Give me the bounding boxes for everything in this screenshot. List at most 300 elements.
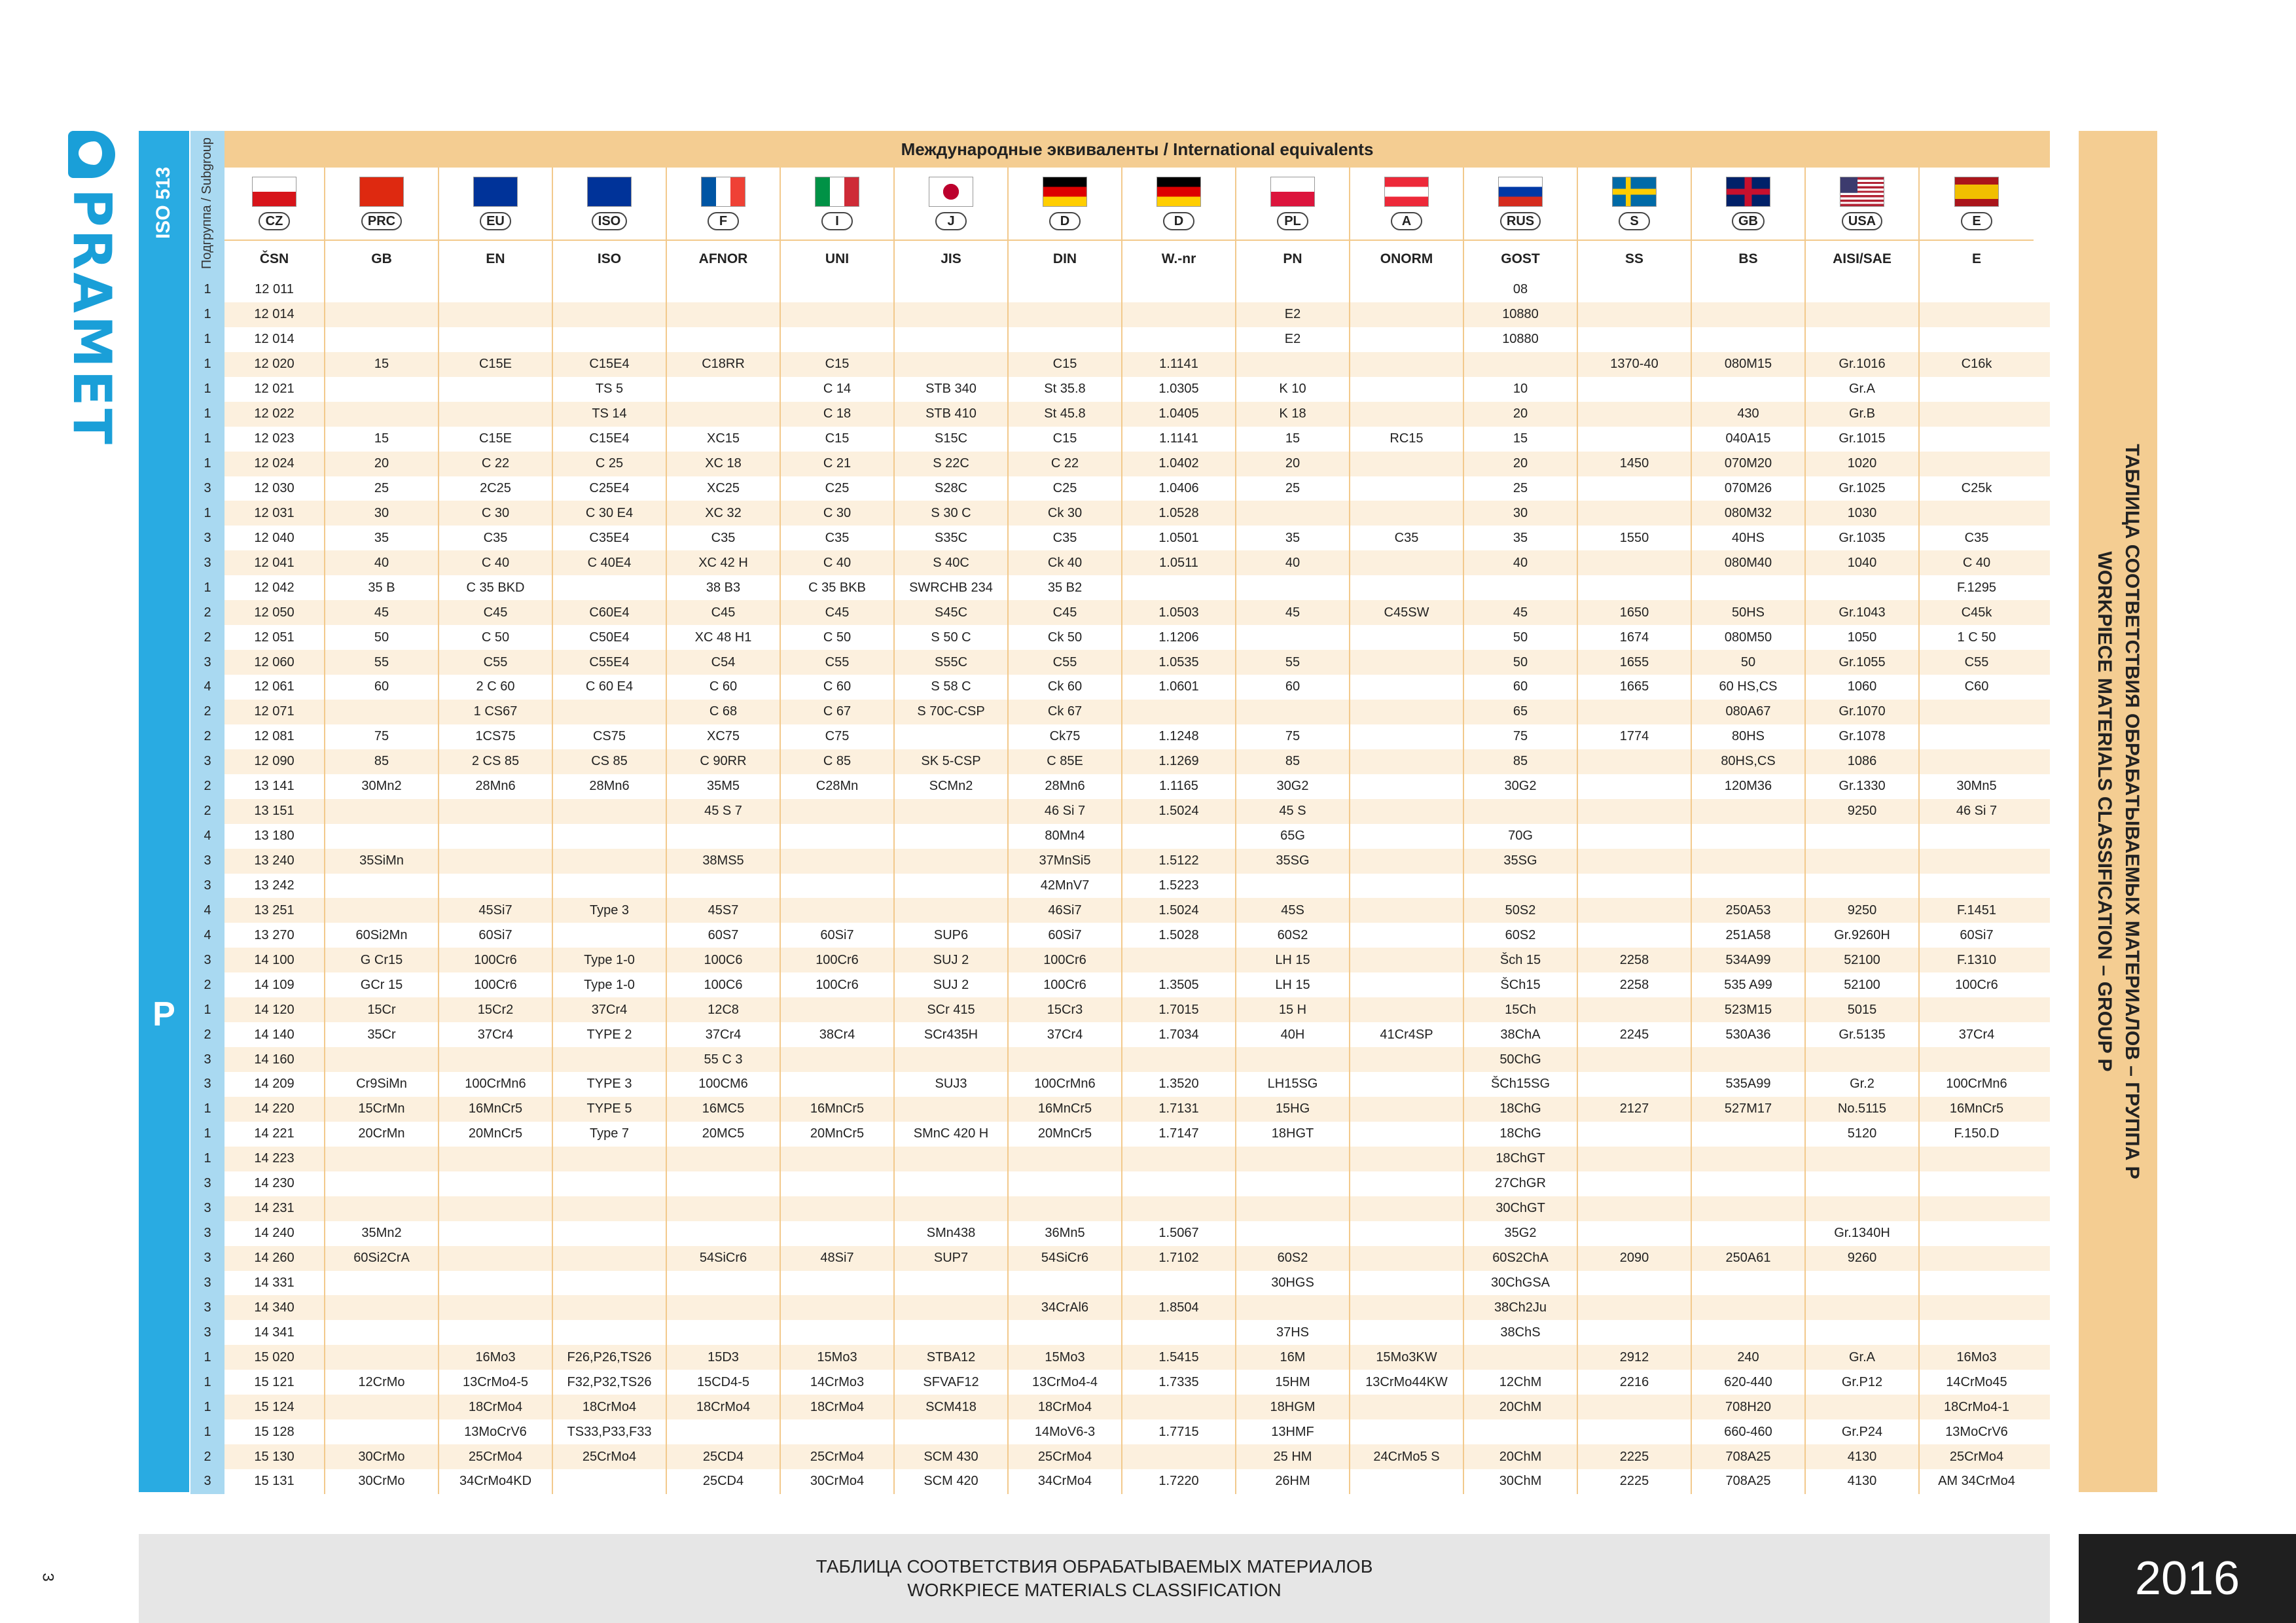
header-columns <box>224 168 2050 279</box>
table-cell: 12 024 <box>224 452 325 476</box>
fr-flag-icon <box>701 177 745 207</box>
table-cell <box>667 377 781 402</box>
table-cell: 1.0601 <box>1122 675 1236 700</box>
country-code: GB <box>1732 212 1765 230</box>
table-cell <box>439 1147 553 1171</box>
table-cell: 14 221 <box>224 1122 325 1147</box>
subgroup-cell: 3 <box>190 1221 224 1246</box>
table-cell: C15 <box>781 352 895 377</box>
table-cell: 080M32 <box>1692 501 1806 526</box>
table-cell: 12ChM <box>1464 1370 1578 1395</box>
table-cell: 1.5122 <box>1122 849 1236 874</box>
table-cell: 1040 <box>1806 550 1920 575</box>
column-header: ČSN <box>224 241 324 279</box>
table-cell: 37Cr4 <box>1009 1022 1122 1047</box>
table-cell <box>781 1419 895 1444</box>
table-cell: S 58 C <box>895 675 1009 700</box>
table-cell <box>1692 1295 1806 1320</box>
table-cell <box>553 1295 667 1320</box>
table-cell: 1.1165 <box>1122 774 1236 799</box>
table-row <box>190 749 2050 774</box>
country-code: E <box>1961 212 1992 230</box>
table-cell: 5015 <box>1806 997 1920 1022</box>
table-cell <box>1578 1196 1692 1221</box>
table-cell <box>1350 650 1464 675</box>
table-cell: E2 <box>1236 327 1350 352</box>
table-cell: 14 240 <box>224 1221 325 1246</box>
table-cell: 1.7102 <box>1122 1246 1236 1271</box>
table-row <box>190 1444 2050 1469</box>
table-cell <box>553 1147 667 1171</box>
table-cell <box>895 277 1009 302</box>
table-cell: 1.0535 <box>1122 650 1236 675</box>
table-cell: 1060 <box>1806 675 1920 700</box>
table-cell: Gr.1025 <box>1806 476 1920 501</box>
table-cell <box>895 724 1009 749</box>
table-cell: C 40 <box>1962 555 1991 570</box>
table-cell: 60Si7 <box>439 923 553 948</box>
subgroup-cell: 1 <box>190 1097 224 1122</box>
jp-flag-icon <box>929 177 973 207</box>
table-cell <box>1692 327 1806 352</box>
table-cell: 15 124 <box>224 1395 325 1419</box>
table-cell: SCM 420 <box>895 1469 1009 1494</box>
subgroup-cell: 1 <box>190 1395 224 1419</box>
table-cell: 534A99 <box>1692 948 1806 972</box>
subgroup-cell: 1 <box>190 327 224 352</box>
table-cell <box>1350 1469 1464 1494</box>
table-cell: C45 <box>439 600 553 625</box>
table-cell: Cr9SiMn <box>325 1072 439 1097</box>
table-cell <box>1578 997 1692 1022</box>
table-cell: 12 040 <box>224 526 325 550</box>
table-cell: Gr.1016 <box>1806 352 1920 377</box>
table-cell: 12 030 <box>224 476 325 501</box>
column-header: UNI <box>781 241 893 279</box>
table-cell: St 35.8 <box>1009 377 1122 402</box>
subgroup-cell: 3 <box>190 1469 224 1494</box>
table-cell <box>1806 1395 1920 1419</box>
table-cell: C25 <box>781 476 895 501</box>
table-cell: 12 060 <box>224 650 325 675</box>
table-row <box>190 972 2050 997</box>
table-cell <box>1350 1122 1464 1147</box>
table-cell: 1.0405 <box>1122 402 1236 427</box>
table-cell: 16Mo3 <box>439 1345 553 1370</box>
table-cell: 30HGS <box>1236 1271 1350 1296</box>
table-cell: C 40E4 <box>553 550 667 575</box>
country-code: ISO <box>592 212 627 230</box>
table-cell <box>553 923 667 948</box>
table-cell: LH 15 <box>1236 948 1350 972</box>
table-cell <box>1350 1047 1464 1072</box>
table-cell: 1.5067 <box>1122 1221 1236 1246</box>
table-cell <box>439 302 553 327</box>
table-cell <box>439 874 553 899</box>
table-cell: 12 061 <box>224 675 325 700</box>
subgroup-cell: 3 <box>190 1196 224 1221</box>
table-cell <box>1920 874 2034 899</box>
table-cell <box>1692 1196 1806 1221</box>
column-header: GB <box>325 241 438 279</box>
table-cell: 1.5223 <box>1122 874 1236 899</box>
table-cell: 12C8 <box>667 997 781 1022</box>
table-cell <box>1350 749 1464 774</box>
table-cell <box>1920 427 2034 452</box>
table-cell <box>1806 1320 1920 1345</box>
table-cell <box>1920 824 2034 849</box>
table-cell <box>1578 377 1692 402</box>
table-cell: 100C6 <box>667 948 781 972</box>
table-cell <box>1350 1221 1464 1246</box>
table-cell: SUJ 2 <box>895 972 1009 997</box>
table-cell: 13 270 <box>224 923 325 948</box>
subgroup-cell: 3 <box>190 948 224 972</box>
table-cell: 20 <box>1464 452 1578 476</box>
table-cell: 50S2 <box>1464 898 1578 923</box>
table-cell <box>1236 501 1350 526</box>
table-cell: K 18 <box>1236 402 1350 427</box>
table-cell <box>1122 1171 1236 1196</box>
table-cell <box>895 302 1009 327</box>
table-cell <box>1464 799 1578 824</box>
table-cell: 14 341 <box>224 1320 325 1345</box>
table-cell <box>1692 1147 1806 1171</box>
table-cell <box>1464 1345 1578 1370</box>
table-cell: 620-440 <box>1692 1370 1806 1395</box>
table-cell <box>895 1196 1009 1221</box>
subgroup-cell: 2 <box>190 700 224 724</box>
table-cell: C 35 BKD <box>439 575 553 600</box>
table-cell: 18CrMo4 <box>781 1395 895 1419</box>
subgroup-cell: 1 <box>190 452 224 476</box>
table-cell <box>1350 352 1464 377</box>
table-cell: 1.7147 <box>1122 1122 1236 1147</box>
table-cell <box>553 327 667 352</box>
table-cell <box>1350 1097 1464 1122</box>
table-cell: 12 051 <box>224 625 325 650</box>
table-cell <box>667 1295 781 1320</box>
subgroup-cell: 3 <box>190 476 224 501</box>
table-cell: C 25 <box>553 452 667 476</box>
de-flag-icon <box>1043 177 1087 207</box>
table-cell: 25CrMo4 <box>553 1444 667 1469</box>
table-cell <box>1350 1320 1464 1345</box>
table-cell: 535 A99 <box>1692 972 1806 997</box>
table-cell <box>439 1295 553 1320</box>
table-cell: 1.5024 <box>1122 898 1236 923</box>
table-cell: 30CrMo <box>325 1469 439 1494</box>
right-title-ru: ТАБЛИЦА СООТВЕТСТВИЯ ОБРАБАТЫВАЕМЫХ МАТЕРИАЛОВ – ГРУППА P <box>2121 444 2143 1179</box>
table-cell: 040A15 <box>1692 427 1806 452</box>
table-cell <box>1236 1147 1350 1171</box>
table-row <box>190 724 2050 749</box>
subgroup-cell: 4 <box>190 923 224 948</box>
table-cell: F.1451 <box>1956 902 1997 918</box>
table-cell <box>1806 327 1920 352</box>
table-cell: 9250 <box>1806 898 1920 923</box>
table-cell: 16MnCr5 <box>1009 1097 1122 1122</box>
country-code: S <box>1619 212 1650 230</box>
table-cell: 1.0501 <box>1122 526 1236 550</box>
table-cell: S28C <box>895 476 1009 501</box>
table-cell <box>667 1196 781 1221</box>
table-cell: 55 <box>1236 650 1350 675</box>
table-cell <box>1009 1047 1122 1072</box>
table-cell <box>1578 550 1692 575</box>
table-cell: C60E4 <box>553 600 667 625</box>
table-cell <box>325 898 439 923</box>
subgroup-cell: 3 <box>190 874 224 899</box>
table-cell: E2 <box>1236 302 1350 327</box>
table-cell: 30Mn2 <box>325 774 439 799</box>
table-row <box>190 1419 2050 1444</box>
table-row <box>190 402 2050 427</box>
table-cell: 41Cr4SP <box>1350 1022 1464 1047</box>
table-row <box>190 302 2050 327</box>
table-cell: 35G2 <box>1464 1221 1578 1246</box>
table-cell: 1550 <box>1578 526 1692 550</box>
table-cell <box>1350 1295 1464 1320</box>
table-cell: C15 <box>1009 352 1122 377</box>
table-cell: 60Si2CrA <box>325 1246 439 1271</box>
equivalents-table-body <box>190 277 2050 1494</box>
table-cell: 80HS,CS <box>1692 749 1806 774</box>
table-cell <box>1920 1047 2034 1072</box>
table-cell: C15E <box>439 427 553 452</box>
year-badge: 2016 <box>2079 1534 2296 1623</box>
table-cell: 20ChM <box>1464 1444 1578 1469</box>
table-cell: C45k <box>1961 605 1992 620</box>
table-cell: 52100 <box>1806 972 1920 997</box>
column-header: ISO <box>553 241 666 279</box>
table-cell: 45 <box>325 600 439 625</box>
table-cell: ŠCh15 <box>1464 972 1578 997</box>
table-cell <box>895 898 1009 923</box>
column-e <box>1920 168 2034 279</box>
table-cell: C 14 <box>781 377 895 402</box>
column-header: PN <box>1236 241 1349 279</box>
table-cell: Gr.1043 <box>1806 600 1920 625</box>
table-cell: 15 <box>325 427 439 452</box>
table-cell: 14CrMo3 <box>781 1370 895 1395</box>
footer <box>139 1534 2050 1623</box>
column-jis <box>895 168 1009 279</box>
table-cell: C 50 <box>439 625 553 650</box>
table-cell <box>439 1171 553 1196</box>
table-cell: 1.7335 <box>1122 1370 1236 1395</box>
table-cell: XC25 <box>667 476 781 501</box>
country-code: I <box>821 212 853 230</box>
pramet-logo-mark <box>68 131 115 178</box>
table-cell: 15HM <box>1236 1370 1350 1395</box>
table-cell: C55 <box>1009 650 1122 675</box>
table-cell: C 30 E4 <box>553 501 667 526</box>
table-cell: 2 CS 85 <box>439 749 553 774</box>
subgroup-cell: 3 <box>190 1072 224 1097</box>
us-flag-icon <box>1840 177 1884 207</box>
country-code: D <box>1163 212 1194 230</box>
table-cell <box>1122 1196 1236 1221</box>
column-header: AISI/SAE <box>1806 241 1918 279</box>
table-cell: 1CS75 <box>439 724 553 749</box>
table-cell: C 85E <box>1009 749 1122 774</box>
table-cell <box>781 1320 895 1345</box>
table-cell: C45 <box>781 600 895 625</box>
table-cell <box>1692 1122 1806 1147</box>
table-cell <box>1920 724 2034 749</box>
table-cell <box>553 1047 667 1072</box>
table-cell <box>1578 749 1692 774</box>
table-cell <box>325 874 439 899</box>
table-cell <box>1920 302 2034 327</box>
table-cell: 25CD4 <box>667 1444 781 1469</box>
table-cell <box>1464 1419 1578 1444</box>
table-cell: 18CrMo4-1 <box>1943 1399 2010 1414</box>
table-cell <box>1692 1171 1806 1196</box>
table-cell <box>1920 749 2034 774</box>
table-cell: 50ChG <box>1464 1047 1578 1072</box>
table-cell: 15 130 <box>224 1444 325 1469</box>
table-cell: 5120 <box>1806 1122 1920 1147</box>
table-cell: S45C <box>895 600 1009 625</box>
table-cell: Gr.1015 <box>1806 427 1920 452</box>
table-cell: 13 151 <box>224 799 325 824</box>
table-cell <box>1122 1320 1236 1345</box>
table-cell: 100CM6 <box>667 1072 781 1097</box>
table-cell <box>439 1320 553 1345</box>
table-row <box>190 923 2050 948</box>
table-cell <box>439 1246 553 1271</box>
table-cell <box>1350 874 1464 899</box>
table-row <box>190 849 2050 874</box>
table-cell <box>553 575 667 600</box>
table-cell <box>1578 700 1692 724</box>
table-cell <box>1236 1196 1350 1221</box>
table-cell: C35 <box>1009 526 1122 550</box>
table-cell <box>1806 1047 1920 1072</box>
table-row <box>190 1221 2050 1246</box>
table-cell: Ck 40 <box>1009 550 1122 575</box>
table-cell: 65 <box>1464 700 1578 724</box>
subgroup-cell: 2 <box>190 625 224 650</box>
table-cell <box>439 824 553 849</box>
country-code: D <box>1049 212 1081 230</box>
table-cell <box>553 1271 667 1296</box>
table-cell: 080A67 <box>1692 700 1806 724</box>
table-cell: 13 180 <box>224 824 325 849</box>
table-cell: 35 B <box>325 575 439 600</box>
table-cell: 48Si7 <box>781 1246 895 1271</box>
table-cell: C 21 <box>781 452 895 476</box>
table-cell <box>1806 849 1920 874</box>
table-cell <box>1692 302 1806 327</box>
it-flag-icon <box>815 177 859 207</box>
table-cell: 4130 <box>1806 1469 1920 1494</box>
column-w-nr <box>1122 168 1236 279</box>
table-row <box>190 1122 2050 1147</box>
table-cell <box>1578 1320 1692 1345</box>
table-cell: 14 140 <box>224 1022 325 1047</box>
table-cell: 15 121 <box>224 1370 325 1395</box>
table-cell: XC15 <box>667 427 781 452</box>
table-cell <box>1009 1320 1122 1345</box>
table-cell <box>1920 1295 2034 1320</box>
table-cell: 708A25 <box>1692 1469 1806 1494</box>
table-cell <box>553 849 667 874</box>
table-cell <box>1009 1147 1122 1171</box>
table-cell: 35 <box>325 526 439 550</box>
table-cell: 18HGT <box>1236 1122 1350 1147</box>
table-cell <box>1920 849 2034 874</box>
table-cell: Gr.1078 <box>1806 724 1920 749</box>
table-cell <box>1122 327 1236 352</box>
table-cell: 523M15 <box>1692 997 1806 1022</box>
pl-flag-icon <box>1270 177 1315 207</box>
country-code: EU <box>480 212 511 230</box>
table-cell: 1086 <box>1806 749 1920 774</box>
table-cell: 12 042 <box>224 575 325 600</box>
table-cell: 100Cr6 <box>1009 948 1122 972</box>
table-cell: 1 CS67 <box>439 700 553 724</box>
table-cell: 14 231 <box>224 1196 325 1221</box>
table-cell: F.150.D <box>1954 1126 2000 1141</box>
table-cell <box>1350 997 1464 1022</box>
table-cell: 40H <box>1236 1022 1350 1047</box>
table-cell <box>895 1271 1009 1296</box>
column-header: BS <box>1692 241 1804 279</box>
table-cell: C15E4 <box>553 352 667 377</box>
table-cell <box>667 1419 781 1444</box>
table-cell <box>439 1271 553 1296</box>
table-cell <box>667 402 781 427</box>
table-cell: Ck 60 <box>1009 675 1122 700</box>
table-cell <box>1806 575 1920 600</box>
subgroup-cell: 3 <box>190 1320 224 1345</box>
table-cell: 28Mn6 <box>439 774 553 799</box>
table-cell: S 40C <box>895 550 1009 575</box>
table-cell: 527M17 <box>1692 1097 1806 1122</box>
table-cell <box>439 377 553 402</box>
table-cell <box>781 1221 895 1246</box>
table-cell <box>1122 824 1236 849</box>
table-cell <box>1578 1295 1692 1320</box>
table-cell <box>1920 1196 2034 1221</box>
table-cell: 12 011 <box>224 277 325 302</box>
table-cell <box>439 849 553 874</box>
table-cell <box>553 824 667 849</box>
table-cell: C25E4 <box>553 476 667 501</box>
table-cell: 45 S <box>1236 799 1350 824</box>
table-cell: 1.3520 <box>1122 1072 1236 1097</box>
subgroup-cell: 1 <box>190 501 224 526</box>
table-cell <box>1578 476 1692 501</box>
table-cell <box>1009 1196 1122 1221</box>
table-row <box>190 1345 2050 1370</box>
table-cell <box>1350 700 1464 724</box>
table-cell <box>1578 277 1692 302</box>
country-code: RUS <box>1500 212 1541 230</box>
table-cell: SMn438 <box>895 1221 1009 1246</box>
table-cell <box>1350 476 1464 501</box>
table-cell: C 40 <box>439 550 553 575</box>
table-cell: GCr 15 <box>325 972 439 997</box>
table-cell: C15 <box>781 427 895 452</box>
subgroup-cell: 3 <box>190 749 224 774</box>
table-cell: 20MnCr5 <box>439 1122 553 1147</box>
table-cell <box>1350 1419 1464 1444</box>
table-cell: 2C25 <box>439 476 553 501</box>
